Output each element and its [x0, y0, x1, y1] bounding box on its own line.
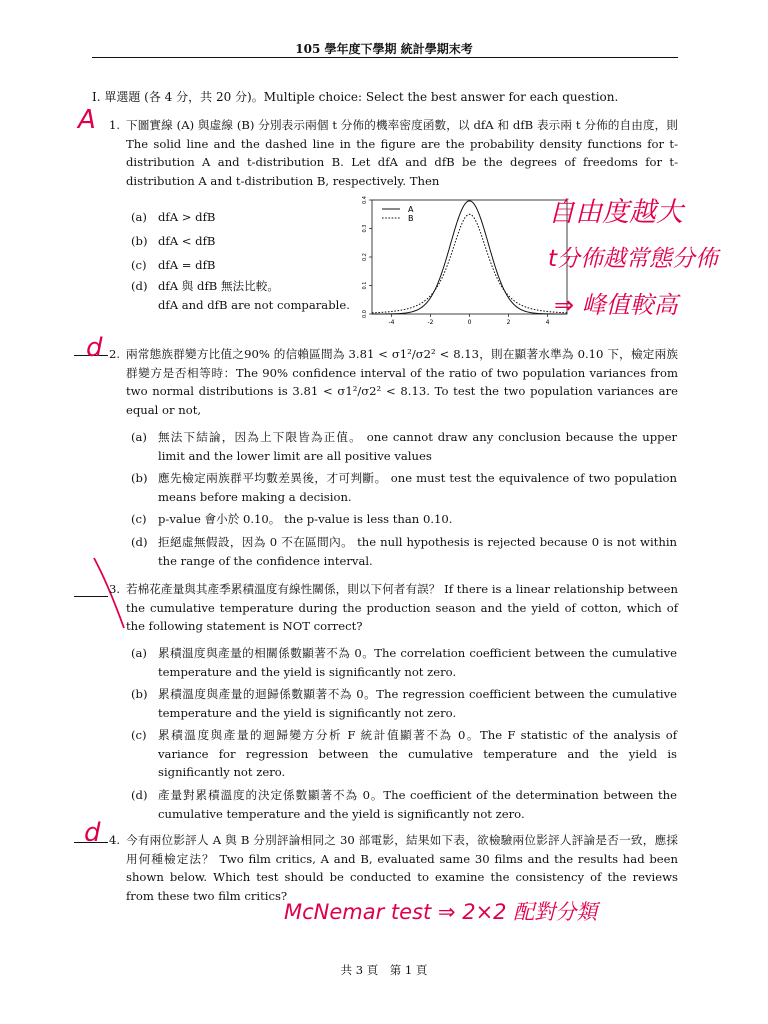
question-text: 今有兩位影評人 A 與 B 分別評論相同之 30 部電影，結果如下表，欲檢驗兩位影評人評論是否一致，應採用何種檢定法？ Two film critics, A and B, evaluated same 30 films and the results had been shown below. Which test should be conducted to examine the consistency of the reviews from these two film critics?	[126, 833, 678, 903]
option-label: (d)	[131, 788, 148, 802]
question-number: 3.	[109, 582, 121, 596]
handwritten-note-line-2: t分佈越常態分佈	[548, 246, 719, 272]
q1-option-d-english: dfA and dfB are not comparable.	[158, 298, 350, 312]
option-text: dfA 與 dfB 無法比較。	[158, 279, 279, 293]
handwritten-answer-q2: d	[86, 333, 103, 363]
header-divider	[92, 57, 678, 58]
option-label: (a)	[131, 210, 147, 224]
option-text: dfA < dfB	[158, 234, 216, 248]
option-text: dfA = dfB	[158, 258, 216, 272]
option-label: (d)	[131, 535, 148, 549]
option-text: dfA > dfB	[158, 210, 216, 224]
x-tick-label: 4	[545, 319, 550, 326]
x-tick-label: 0	[467, 319, 472, 326]
y-tick-label: 0.4	[362, 196, 368, 204]
series-b-line	[372, 214, 567, 313]
option-label: (a)	[131, 430, 147, 444]
option-label: (b)	[131, 234, 148, 248]
legend-label-a: A	[408, 205, 414, 214]
legend-label-b: B	[408, 214, 414, 223]
option-text: p-value 會小於 0.10。 the p-value is less than 0.10.	[158, 512, 453, 526]
y-tick-label: 0.3	[362, 224, 368, 233]
page-footer: 共 3 頁 第 1 頁	[340, 963, 428, 977]
question-number: 2.	[109, 347, 121, 361]
option-label: (d)	[131, 279, 148, 293]
handwritten-answer-q1: A	[78, 105, 96, 135]
y-tick-label: 0.0	[362, 310, 368, 318]
option-text: 累積溫度與產量的相關係數顯著不為 0。The correlation coefficient between the cumulative temperature and the yield is significantly not zero.	[158, 646, 677, 679]
question-number: 4.	[109, 833, 121, 847]
option-text: 拒絕虛無假設，因為 0 不在區間內。 the null hypothesis is rejected because 0 is not within the range of the confidence interval.	[158, 535, 677, 568]
handwritten-note-line-3: ⇒ 峰值較高	[554, 291, 678, 319]
question-text: 下圖實線 (A) 與虛線 (B) 分別表示兩個 t 分佈的機率密度函數，以 dfA 和 dfB 表示兩 t 分佈的自由度，則 The solid line and the dashed line in the figure are the probability density functions for t-distribution A and t-distribution B. Let dfA and dfB be the degrees of freedoms for t-distribution A and t-distribution B, respectively. Then	[126, 118, 678, 188]
option-label: (c)	[131, 512, 147, 526]
section-heading: I. 單選題 (各 4 分，共 20 分)。Multiple choice: Select the best answer for each question.	[92, 90, 619, 104]
option-text: 累積溫度與產量的迴歸變方分析 F 統計值顯著不為 0。The F statistic of the analysis of variance for regression between the cumulative temperature and the yield is significantly not zero.	[158, 728, 677, 779]
option-label: (c)	[131, 728, 147, 742]
plot-frame	[372, 200, 567, 314]
option-label: (c)	[131, 258, 147, 272]
option-text: 累積溫度與產量的迴歸係數顯著不為 0。The regression coefficient between the cumulative temperature and the yield is significantly not zero.	[158, 687, 677, 720]
question-number: 1.	[109, 118, 121, 132]
series-a-line	[372, 201, 567, 314]
x-tick-label: -4	[388, 319, 395, 326]
t-distribution-chart	[362, 196, 572, 330]
x-tick-label: -2	[427, 319, 434, 326]
handwritten-answer-q4: d	[84, 818, 101, 848]
question-text: 若棉花產量與其產季累積溫度有線性關係，則以下何者有誤？ If there is a linear relationship between the cumulative temperature during the production season and the yield of cotton, which of the following statement is NOT correct?	[126, 582, 678, 633]
option-text: 無法下結論，因為上下限皆為正值。 one cannot draw any conclusion because the upper limit and the lower limit are all positive values	[158, 430, 677, 463]
question-text: 兩常態族群變方比值之90% 的信賴區間為 3.81 < σ1²/σ2² < 8.13，則在顯著水準為 0.10 下，檢定兩族群變方是否相等時：The 90% confidence interval of the ratio of two population variances from two normal distributions is 3.81 < σ1²/σ2² < 8.13. To test the two population variances are equal or not,	[126, 347, 678, 417]
option-text: 應先檢定兩族群平均數差異後，才可判斷。 one must test the equivalence of two population means before making a decision.	[158, 471, 677, 504]
handwritten-note-q4: McNemar test ⇒ 2×2 配對分類	[284, 900, 598, 924]
option-label: (b)	[131, 687, 148, 701]
option-label: (b)	[131, 471, 148, 485]
option-text: 產量對累積溫度的決定係數顯著不為 0。The coefficient of the determination between the cumulative temperature and the yield is significantly not zero.	[158, 788, 677, 821]
y-tick-label: 0.2	[362, 253, 368, 261]
y-tick-label: 0.1	[362, 281, 368, 290]
x-tick-label: 2	[506, 319, 511, 326]
page-title: 105 學年度下學期 統計學期末考	[295, 42, 473, 56]
handwritten-note-line-1: 自由度越大	[548, 197, 683, 228]
option-label: (a)	[131, 646, 147, 660]
